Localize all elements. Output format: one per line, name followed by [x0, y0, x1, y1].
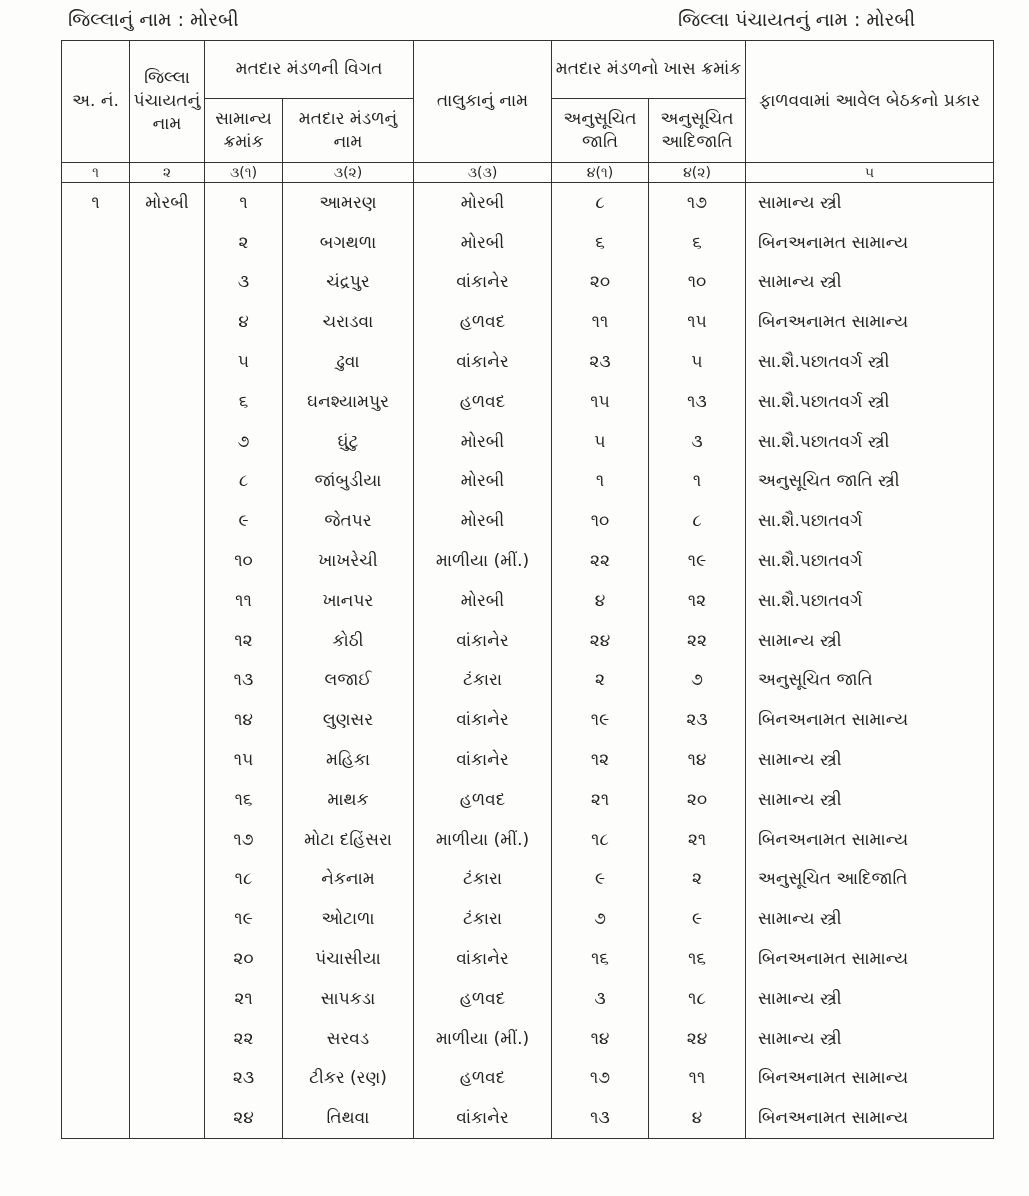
- col-general-number: સામાન્ય ક્રમાંક: [205, 99, 283, 163]
- cell-constituency-name: માથક: [283, 780, 414, 820]
- cell-general-number: ૧૫: [205, 740, 283, 780]
- cell-general-number: ૧૯: [205, 899, 283, 939]
- col-constituency-name: મતદાર મંડળનું નામ: [283, 99, 414, 163]
- cell-taluka: વાંકાનેર: [414, 342, 552, 382]
- table-row: [62, 780, 994, 820]
- cell-constituency-name: ઘુંટુ: [283, 422, 414, 462]
- cell-district-panchayat: [130, 342, 205, 382]
- cell-district-panchayat: [130, 979, 205, 1019]
- cell-st-number: ૩: [649, 422, 746, 462]
- column-number: ૨: [130, 163, 205, 183]
- table-row: [62, 899, 994, 939]
- cell-serial: [62, 860, 130, 900]
- cell-seat-type: બિનઅનામત સામાન્ય: [746, 302, 994, 342]
- cell-serial: [62, 501, 130, 541]
- cell-st-number: ૧૪: [649, 740, 746, 780]
- cell-sc-number: ૬: [552, 223, 649, 263]
- cell-constituency-name: ટીકર (રણ): [283, 1059, 414, 1099]
- cell-sc-number: ૧૬: [552, 939, 649, 979]
- cell-constituency-name: જાંબુડીયા: [283, 462, 414, 502]
- cell-general-number: ૨૨: [205, 1019, 283, 1059]
- cell-st-number: ૨: [649, 860, 746, 900]
- cell-serial: [62, 223, 130, 263]
- cell-general-number: ૮: [205, 462, 283, 502]
- cell-district-panchayat: [130, 899, 205, 939]
- cell-seat-type: સા.શૈ.પછાતવર્ગ: [746, 501, 994, 541]
- cell-general-number: ૩: [205, 263, 283, 303]
- cell-st-number: ૨૧: [649, 820, 746, 860]
- cell-serial: [62, 1019, 130, 1059]
- cell-general-number: ૧૧: [205, 581, 283, 621]
- cell-st-number: ૨૩: [649, 700, 746, 740]
- cell-taluka: હળવદ: [414, 382, 552, 422]
- cell-taluka: હળવદ: [414, 302, 552, 342]
- cell-seat-type: બિનઅનામત સામાન્ય: [746, 939, 994, 979]
- cell-st-number: ૧૧: [649, 1059, 746, 1099]
- cell-district-panchayat: [130, 462, 205, 502]
- col-taluka: તાલુકાનું નામ: [414, 41, 552, 163]
- cell-constituency-name: મહિકા: [283, 740, 414, 780]
- col-special-number: મતદાર મંડળનો ખાસ ક્રમાંક: [552, 41, 746, 99]
- cell-constituency-name: ખાનપર: [283, 581, 414, 621]
- cell-seat-type: સા.શૈ.પછાતવર્ગ: [746, 541, 994, 581]
- cell-general-number: ૨: [205, 223, 283, 263]
- cell-general-number: ૧૨: [205, 621, 283, 661]
- cell-sc-number: ૪: [552, 581, 649, 621]
- cell-seat-type: સા.શૈ.પછાતવર્ગ સ્ત્રી: [746, 422, 994, 462]
- cell-taluka: માળીયા (મીં.): [414, 820, 552, 860]
- cell-constituency-name: મોટા દહિંસરા: [283, 820, 414, 860]
- cell-taluka: વાંકાનેર: [414, 621, 552, 661]
- table-row: [62, 979, 994, 1019]
- cell-district-panchayat: [130, 382, 205, 422]
- column-number: ૧: [62, 163, 130, 183]
- cell-seat-type: અનુસૂચિત આદિજાતિ: [746, 860, 994, 900]
- cell-serial: [62, 581, 130, 621]
- cell-seat-type: સામાન્ય સ્ત્રી: [746, 183, 994, 223]
- column-number: ૩(૩): [414, 163, 552, 183]
- table-row: [62, 382, 994, 422]
- cell-sc-number: ૨૩: [552, 342, 649, 382]
- cell-district-panchayat: મોરબી: [130, 183, 205, 223]
- cell-st-number: ૬: [649, 223, 746, 263]
- col-serial: અ. નં.: [62, 41, 130, 163]
- cell-sc-number: ૭: [552, 899, 649, 939]
- cell-st-number: ૧૩: [649, 382, 746, 422]
- cell-taluka: માળીયા (મીં.): [414, 1019, 552, 1059]
- district-name: જિલ્લાનું નામ : મોરબી: [68, 9, 239, 31]
- col-constituency-details: મતદાર મંડળની વિગત: [205, 41, 414, 99]
- cell-serial: [62, 700, 130, 740]
- table-row: [62, 342, 994, 382]
- cell-sc-number: ૧૯: [552, 700, 649, 740]
- cell-sc-number: ૩: [552, 979, 649, 1019]
- cell-serial: [62, 979, 130, 1019]
- cell-constituency-name: ઘનશ્યામપુર: [283, 382, 414, 422]
- cell-seat-type: સામાન્ય સ્ત્રી: [746, 979, 994, 1019]
- cell-seat-type: સામાન્ય સ્ત્રી: [746, 740, 994, 780]
- cell-seat-type: બિનઅનામત સામાન્ય: [746, 700, 994, 740]
- cell-serial: [62, 621, 130, 661]
- cell-taluka: ટંકારા: [414, 661, 552, 701]
- cell-serial: [62, 342, 130, 382]
- cell-sc-number: ૨૦: [552, 263, 649, 303]
- column-number: ૩(૧): [205, 163, 283, 183]
- cell-general-number: ૬: [205, 382, 283, 422]
- table-row: [62, 223, 994, 263]
- cell-seat-type: સામાન્ય સ્ત્રી: [746, 780, 994, 820]
- cell-district-panchayat: [130, 820, 205, 860]
- cell-district-panchayat: [130, 621, 205, 661]
- col-st: અનુસૂચિત આદિજાતિ: [649, 99, 746, 163]
- cell-general-number: ૨૩: [205, 1059, 283, 1099]
- cell-serial: [62, 302, 130, 342]
- table-row: [62, 501, 994, 541]
- cell-constituency-name: ચંદ્રપુર: [283, 263, 414, 303]
- cell-constituency-name: લજાઈ: [283, 661, 414, 701]
- cell-serial: [62, 462, 130, 502]
- cell-district-panchayat: [130, 740, 205, 780]
- cell-st-number: ૧૭: [649, 183, 746, 223]
- table-row: [62, 462, 994, 502]
- cell-constituency-name: ઓટાળા: [283, 899, 414, 939]
- cell-constituency-name: ચરાડવા: [283, 302, 414, 342]
- column-number: ૪(૧): [552, 163, 649, 183]
- page-header: [0, 0, 1029, 40]
- table-row: [62, 860, 994, 900]
- cell-general-number: ૨૪: [205, 1098, 283, 1138]
- table-row: [62, 621, 994, 661]
- cell-st-number: ૭: [649, 661, 746, 701]
- cell-constituency-name: ઢુવા: [283, 342, 414, 382]
- table-row: [62, 740, 994, 780]
- cell-constituency-name: કોઠી: [283, 621, 414, 661]
- cell-taluka: હળવદ: [414, 1059, 552, 1099]
- cell-taluka: વાંકાનેર: [414, 1098, 552, 1138]
- cell-constituency-name: પંચાસીયા: [283, 939, 414, 979]
- cell-taluka: મોરબી: [414, 462, 552, 502]
- column-number-row: [62, 163, 994, 183]
- table-row: [62, 1098, 994, 1138]
- cell-taluka: વાંકાનેર: [414, 700, 552, 740]
- cell-st-number: ૨૨: [649, 621, 746, 661]
- table-row: [62, 939, 994, 979]
- cell-serial: [62, 899, 130, 939]
- cell-district-panchayat: [130, 939, 205, 979]
- table-row: [62, 183, 994, 223]
- cell-district-panchayat: [130, 302, 205, 342]
- cell-serial: [62, 1059, 130, 1099]
- cell-taluka: મોરબી: [414, 223, 552, 263]
- cell-sc-number: ૧૦: [552, 501, 649, 541]
- table-row: [62, 820, 994, 860]
- cell-st-number: ૯: [649, 899, 746, 939]
- cell-st-number: ૪: [649, 1098, 746, 1138]
- cell-taluka: ટંકારા: [414, 899, 552, 939]
- column-number: ૫: [746, 163, 994, 183]
- cell-sc-number: ૨૪: [552, 621, 649, 661]
- cell-constituency-name: સાપકડા: [283, 979, 414, 1019]
- cell-general-number: ૧૮: [205, 860, 283, 900]
- cell-constituency-name: સરવડ: [283, 1019, 414, 1059]
- table-header: [62, 41, 994, 183]
- cell-st-number: ૧૬: [649, 939, 746, 979]
- cell-taluka: હળવદ: [414, 979, 552, 1019]
- cell-general-number: ૧૬: [205, 780, 283, 820]
- cell-sc-number: ૧૨: [552, 740, 649, 780]
- cell-general-number: ૧૪: [205, 700, 283, 740]
- table-row: [62, 700, 994, 740]
- cell-sc-number: ૨: [552, 661, 649, 701]
- cell-seat-type: બિનઅનામત સામાન્ય: [746, 1059, 994, 1099]
- cell-st-number: ૧૨: [649, 581, 746, 621]
- cell-serial: [62, 422, 130, 462]
- panchayat-name: જિલ્લા પંચાયતનું નામ : મોરબી: [678, 9, 916, 31]
- cell-general-number: ૧૩: [205, 661, 283, 701]
- cell-serial: [62, 541, 130, 581]
- cell-seat-type: સામાન્ય સ્ત્રી: [746, 899, 994, 939]
- cell-seat-type: અનુસૂચિત જાતિ સ્ત્રી: [746, 462, 994, 502]
- cell-taluka: ટંકારા: [414, 860, 552, 900]
- cell-taluka: મોરબી: [414, 183, 552, 223]
- cell-seat-type: સામાન્ય સ્ત્રી: [746, 1019, 994, 1059]
- cell-general-number: ૭: [205, 422, 283, 462]
- cell-constituency-name: નેકનામ: [283, 860, 414, 900]
- cell-taluka: મોરબી: [414, 422, 552, 462]
- cell-st-number: ૧: [649, 462, 746, 502]
- cell-sc-number: ૯: [552, 860, 649, 900]
- table-row: [62, 422, 994, 462]
- cell-general-number: ૨૧: [205, 979, 283, 1019]
- cell-st-number: ૨૪: [649, 1019, 746, 1059]
- cell-sc-number: ૮: [552, 183, 649, 223]
- cell-district-panchayat: [130, 860, 205, 900]
- cell-general-number: ૧૦: [205, 541, 283, 581]
- cell-constituency-name: બગથળા: [283, 223, 414, 263]
- cell-constituency-name: જેતપર: [283, 501, 414, 541]
- cell-seat-type: બિનઅનામત સામાન્ય: [746, 1098, 994, 1138]
- cell-general-number: ૪: [205, 302, 283, 342]
- cell-seat-type: બિનઅનામત સામાન્ય: [746, 223, 994, 263]
- cell-general-number: ૯: [205, 501, 283, 541]
- cell-st-number: ૮: [649, 501, 746, 541]
- cell-sc-number: ૧૩: [552, 1098, 649, 1138]
- table-row: [62, 263, 994, 303]
- cell-taluka: મોરબી: [414, 501, 552, 541]
- cell-serial: ૧: [62, 183, 130, 223]
- cell-constituency-name: ખાખરેચી: [283, 541, 414, 581]
- cell-district-panchayat: [130, 501, 205, 541]
- cell-sc-number: ૨૨: [552, 541, 649, 581]
- table-row: [62, 302, 994, 342]
- table-row: [62, 581, 994, 621]
- cell-taluka: હળવદ: [414, 780, 552, 820]
- cell-district-panchayat: [130, 581, 205, 621]
- cell-sc-number: ૨૧: [552, 780, 649, 820]
- cell-serial: [62, 780, 130, 820]
- cell-sc-number: ૫: [552, 422, 649, 462]
- cell-sc-number: ૧૫: [552, 382, 649, 422]
- cell-district-panchayat: [130, 422, 205, 462]
- cell-serial: [62, 820, 130, 860]
- cell-seat-type: સા.શૈ.પછાતવર્ગ: [746, 581, 994, 621]
- col-seat-type: ફાળવવામાં આવેલ બેઠકનો પ્રકાર: [746, 41, 994, 163]
- cell-taluka: મોરબી: [414, 581, 552, 621]
- cell-st-number: ૧૦: [649, 263, 746, 303]
- cell-st-number: ૧૯: [649, 541, 746, 581]
- table-body: [62, 183, 994, 1139]
- cell-district-panchayat: [130, 1019, 205, 1059]
- cell-district-panchayat: [130, 700, 205, 740]
- cell-district-panchayat: [130, 223, 205, 263]
- cell-serial: [62, 661, 130, 701]
- cell-sc-number: ૧૧: [552, 302, 649, 342]
- cell-district-panchayat: [130, 661, 205, 701]
- cell-general-number: ૧: [205, 183, 283, 223]
- cell-sc-number: ૧૪: [552, 1019, 649, 1059]
- cell-serial: [62, 263, 130, 303]
- cell-district-panchayat: [130, 263, 205, 303]
- cell-serial: [62, 382, 130, 422]
- cell-serial: [62, 1098, 130, 1138]
- cell-constituency-name: આમરણ: [283, 183, 414, 223]
- col-sc: અનુસૂચિત જાતિ: [552, 99, 649, 163]
- cell-general-number: ૫: [205, 342, 283, 382]
- table-row: [62, 541, 994, 581]
- cell-district-panchayat: [130, 1098, 205, 1138]
- cell-seat-type: સામાન્ય સ્ત્રી: [746, 621, 994, 661]
- cell-seat-type: બિનઅનામત સામાન્ય: [746, 820, 994, 860]
- cell-taluka: માળીયા (મીં.): [414, 541, 552, 581]
- column-number: ૩(૨): [283, 163, 414, 183]
- table-row: [62, 661, 994, 701]
- table-row: [62, 1059, 994, 1099]
- cell-general-number: ૧૭: [205, 820, 283, 860]
- cell-general-number: ૨૦: [205, 939, 283, 979]
- cell-serial: [62, 740, 130, 780]
- cell-st-number: ૧૫: [649, 302, 746, 342]
- cell-seat-type: સા.શૈ.પછાતવર્ગ સ્ત્રી: [746, 382, 994, 422]
- cell-constituency-name: તિથવા: [283, 1098, 414, 1138]
- cell-st-number: ૧૮: [649, 979, 746, 1019]
- cell-seat-type: અનુસૂચિત જાતિ: [746, 661, 994, 701]
- col-district-panchayat: જિલ્લા પંચાયતનું નામ: [130, 41, 205, 163]
- cell-serial: [62, 939, 130, 979]
- cell-district-panchayat: [130, 780, 205, 820]
- seat-allocation-table: [61, 40, 994, 1139]
- cell-seat-type: સા.શૈ.પછાતવર્ગ સ્ત્રી: [746, 342, 994, 382]
- cell-sc-number: ૧૭: [552, 1059, 649, 1099]
- cell-constituency-name: લુણસર: [283, 700, 414, 740]
- cell-st-number: ૫: [649, 342, 746, 382]
- table-row: [62, 1019, 994, 1059]
- cell-taluka: વાંકાનેર: [414, 263, 552, 303]
- cell-taluka: વાંકાનેર: [414, 939, 552, 979]
- cell-seat-type: સામાન્ય સ્ત્રી: [746, 263, 994, 303]
- column-number: ૪(૨): [649, 163, 746, 183]
- cell-sc-number: ૧: [552, 462, 649, 502]
- cell-district-panchayat: [130, 1059, 205, 1099]
- cell-district-panchayat: [130, 541, 205, 581]
- cell-st-number: ૨૦: [649, 780, 746, 820]
- cell-sc-number: ૧૮: [552, 820, 649, 860]
- cell-taluka: વાંકાનેર: [414, 740, 552, 780]
